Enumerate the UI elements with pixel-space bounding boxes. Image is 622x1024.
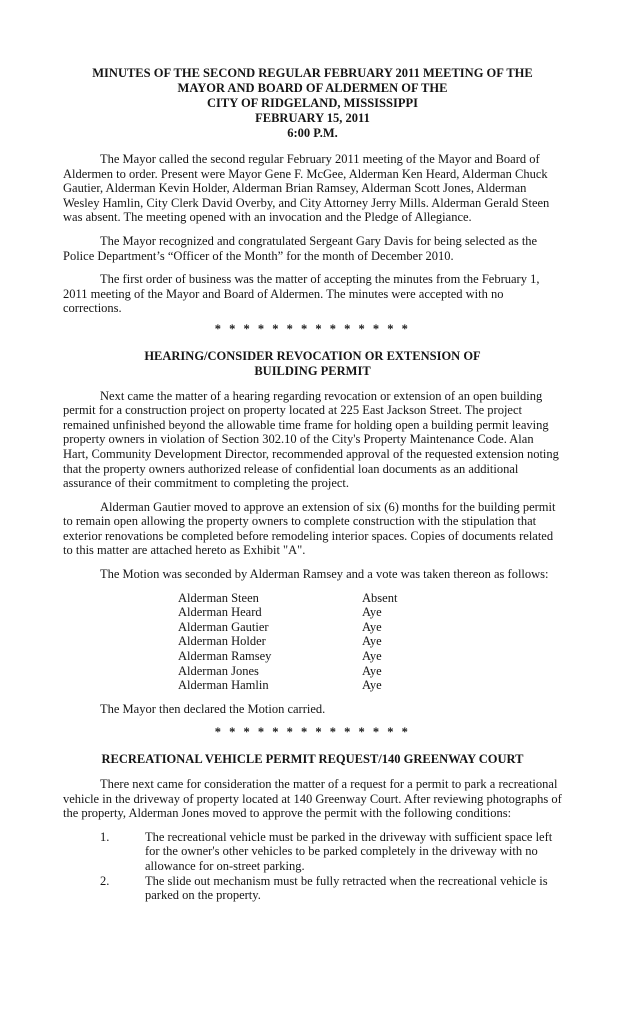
vote-value: Aye bbox=[362, 649, 382, 664]
title-line-4: FEBRUARY 15, 2011 bbox=[255, 111, 370, 125]
vote-row bbox=[178, 591, 562, 606]
vote-row bbox=[178, 620, 562, 635]
section-heading-building-permit bbox=[63, 349, 562, 379]
condition-number: 2. bbox=[100, 873, 110, 888]
condition-item bbox=[100, 830, 562, 874]
vote-alderman-name: Alderman Gautier bbox=[178, 619, 269, 634]
paragraph-rv-intro: There next came for consideration the matter of a request for a permit to park a recreational vehicle in the driveway of property located at 140 Greenway Court. After reviewing photographs of the property, Alderman Jones moved to approve the permit with the following conditions: bbox=[63, 777, 562, 821]
vote-value: Aye bbox=[362, 619, 382, 634]
vote-table bbox=[178, 591, 562, 693]
paragraph-hearing: Next came the matter of a hearing regarding revocation or extension of an open building permit for a construction project on property located at 225 East Jackson Street. The project remained unfinished beyond the allowable time frame for holding open a building permit leaving property owners in violation of Section 302.10 of the City's Property Maintenance Code. Alan Hart, Community Development Director, recommended approval of the requested extension noting that the property owners authorized release of confidential loan documents as an additional assurance of their commitment to completing the project. bbox=[63, 388, 559, 491]
vote-alderman-name: Alderman Ramsey bbox=[178, 649, 272, 664]
vote-value: Absent bbox=[362, 590, 398, 605]
vote-value: Aye bbox=[362, 663, 382, 678]
conditions-list bbox=[100, 830, 562, 903]
title-line-5: 6:00 P.M. bbox=[287, 126, 338, 140]
condition-item bbox=[100, 874, 562, 903]
document-title bbox=[63, 66, 562, 141]
vote-row bbox=[178, 678, 562, 693]
paragraph-opening: The Mayor called the second regular February 2011 meeting of the Mayor and Board of Aldermen to order. Present were Mayor Gene F. McGee, Alderman Ken Heard, Alderman Chuck Gautier, Alderman Kevin Holder, Alderman Brian Ramsey, Alderman Scott Jones, Alderman Wesley Hamlin, City Clerk David Overby, and City Attorney Jerry Mills. Alderman Gerald Steen was absent. The meeting opened with an invocation and the Pledge of Allegiance. bbox=[63, 152, 550, 225]
heading-line-1: RECREATIONAL VEHICLE PERMIT REQUEST/140 GREENWAY COURT bbox=[101, 752, 524, 766]
vote-value: Aye bbox=[362, 605, 382, 620]
title-line-1: MINUTES OF THE SECOND REGULAR FEBRUARY 2011 MEETING OF THE bbox=[92, 66, 533, 80]
heading-line-1: HEARING/CONSIDER REVOCATION OR EXTENSION OF bbox=[144, 348, 481, 363]
paragraph-seconded: The Motion was seconded by Alderman Ramsey and a vote was taken thereon as follows: bbox=[100, 567, 549, 582]
vote-row bbox=[178, 634, 562, 649]
paragraph-motion: Alderman Gautier moved to approve an extension of six (6) months for the building permit to remain open allowing the property owners to complete construction with the stipulation that exterior renovations be completed before remodeling interior spaces. Copies of documents related to this matter are attached hereto as Exhibit "A". bbox=[63, 499, 556, 558]
section-heading-rv-permit bbox=[63, 752, 562, 767]
vote-alderman-name: Alderman Steen bbox=[178, 590, 259, 605]
vote-row bbox=[178, 664, 562, 679]
vote-alderman-name: Alderman Heard bbox=[178, 605, 262, 620]
condition-text: The slide out mechanism must be fully retracted when the recreational vehicle is parked on the property. bbox=[145, 873, 548, 903]
asterisk-separator: * * * * * * * * * * * * * * bbox=[214, 725, 411, 740]
title-line-3: CITY OF RIDGELAND, MISSISSIPPI bbox=[207, 96, 418, 110]
vote-alderman-name: Alderman Jones bbox=[178, 663, 259, 678]
condition-number: 1. bbox=[100, 829, 110, 844]
condition-text: The recreational vehicle must be parked in the driveway with sufficient space left for the owner's other vehicles to be parked completely in the driveway with no allowance for on-street parking. bbox=[145, 829, 553, 873]
vote-value: Aye bbox=[362, 678, 382, 693]
asterisk-separator: * * * * * * * * * * * * * * bbox=[214, 321, 411, 336]
paragraph-motion-carried: The Mayor then declared the Motion carried. bbox=[100, 701, 326, 716]
title-line-2: MAYOR AND BOARD OF ALDERMEN OF THE bbox=[177, 81, 448, 95]
paragraph-accept-minutes: The first order of business was the matter of accepting the minutes from the February 1, 2011 meeting of the Mayor and Board of Aldermen. The minutes were accepted with no corrections. bbox=[63, 272, 540, 316]
heading-line-2: BUILDING PERMIT bbox=[254, 363, 371, 378]
vote-row bbox=[178, 605, 562, 620]
vote-value: Aye bbox=[362, 634, 382, 649]
vote-alderman-name: Alderman Hamlin bbox=[178, 678, 269, 693]
vote-alderman-name: Alderman Holder bbox=[178, 634, 266, 649]
vote-row bbox=[178, 649, 562, 664]
paragraph-officer-of-month: The Mayor recognized and congratulated Sergeant Gary Davis for being selected as the Police Department’s “Officer of the Month” for the month of December 2010. bbox=[63, 233, 538, 263]
